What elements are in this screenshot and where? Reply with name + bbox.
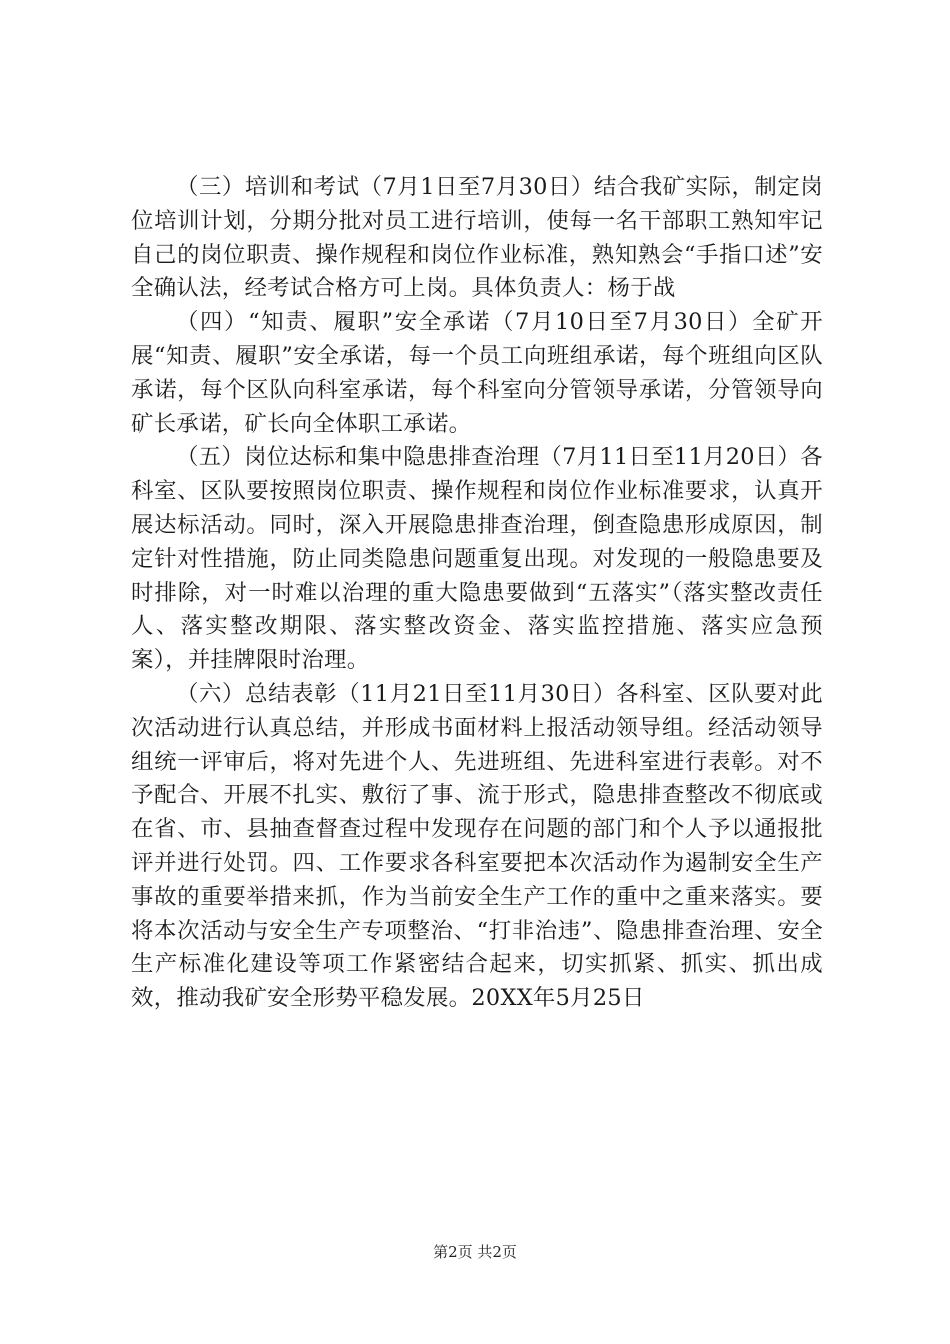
page-number-footer: 第2页 共2页 [433,1243,517,1261]
paragraph-hazard-inspection: （五）岗位达标和集中隐患排查治理（7月11日至11月20日）各科室、区队要按照岗位职责、操作规程和岗位作业标准要求，认真开展达标活动。同时，深入开展隐患排查治理，倒查隐患形成原因，制定针对性措施，防止同类隐患问题重复出现。对发现的一般隐患要及时排除，对一时难以治理的重大隐患要做到“五落实”（落实整改责任人、落实整改期限、落实整改资金、落实监控措施、落实应急预案），并挂牌限时治理。 [131,444,823,674]
paragraph-commitment: （四）“知责、履职”安全承诺（7月10日至7月30日）全矿开展“知责、履职”安全承诺，每一个员工向班组承诺，每个班组向区队承诺，每个区队向科室承诺，每个科室向分管领导承诺，分管领导向矿长承诺，矿长向全体职工承诺。 [131,309,823,437]
paragraph-summary: （六）总结表彰（11月21日至11月30日）各科室、区队要对此次活动进行认真总结，并形成书面材料上报活动领导组。经活动领导组统一评审后，将对先进个人、先进班组、先进科室进行表彰。对不予配合、开展不扎实、敷衍了事、流于形式，隐患排查整改不彻底或在省、市、县抽查督查过程中发现存在问题的部门和个人予以通报批评并进行处罚。四、工作要求各科室要把本次活动作为遏制安全生产事故的重要举措来抓，作为当前安全生产工作的重中之重来落实。要将本次活动与安全生产专项整治、“打非治违”、隐患排查治理、安全生产标准化建设等项工作紧密结合起来，切实抓紧、抓实、抓出成效，推动我矿安全形势平稳发展。20XX年5月25日 [131,680,823,1012]
document-body [131,171,823,1016]
paragraph-training: （三）培训和考试（7月1日至7月30日）结合我矿实际，制定岗位培训计划，分期分批对员工进行培训，使每一名干部职工熟知牢记自己的岗位职责、操作规程和岗位作业标准，熟知熟会“手指口述”安全确认法，经考试合格方可上岗。具体负责人：杨于战 [131,174,823,302]
